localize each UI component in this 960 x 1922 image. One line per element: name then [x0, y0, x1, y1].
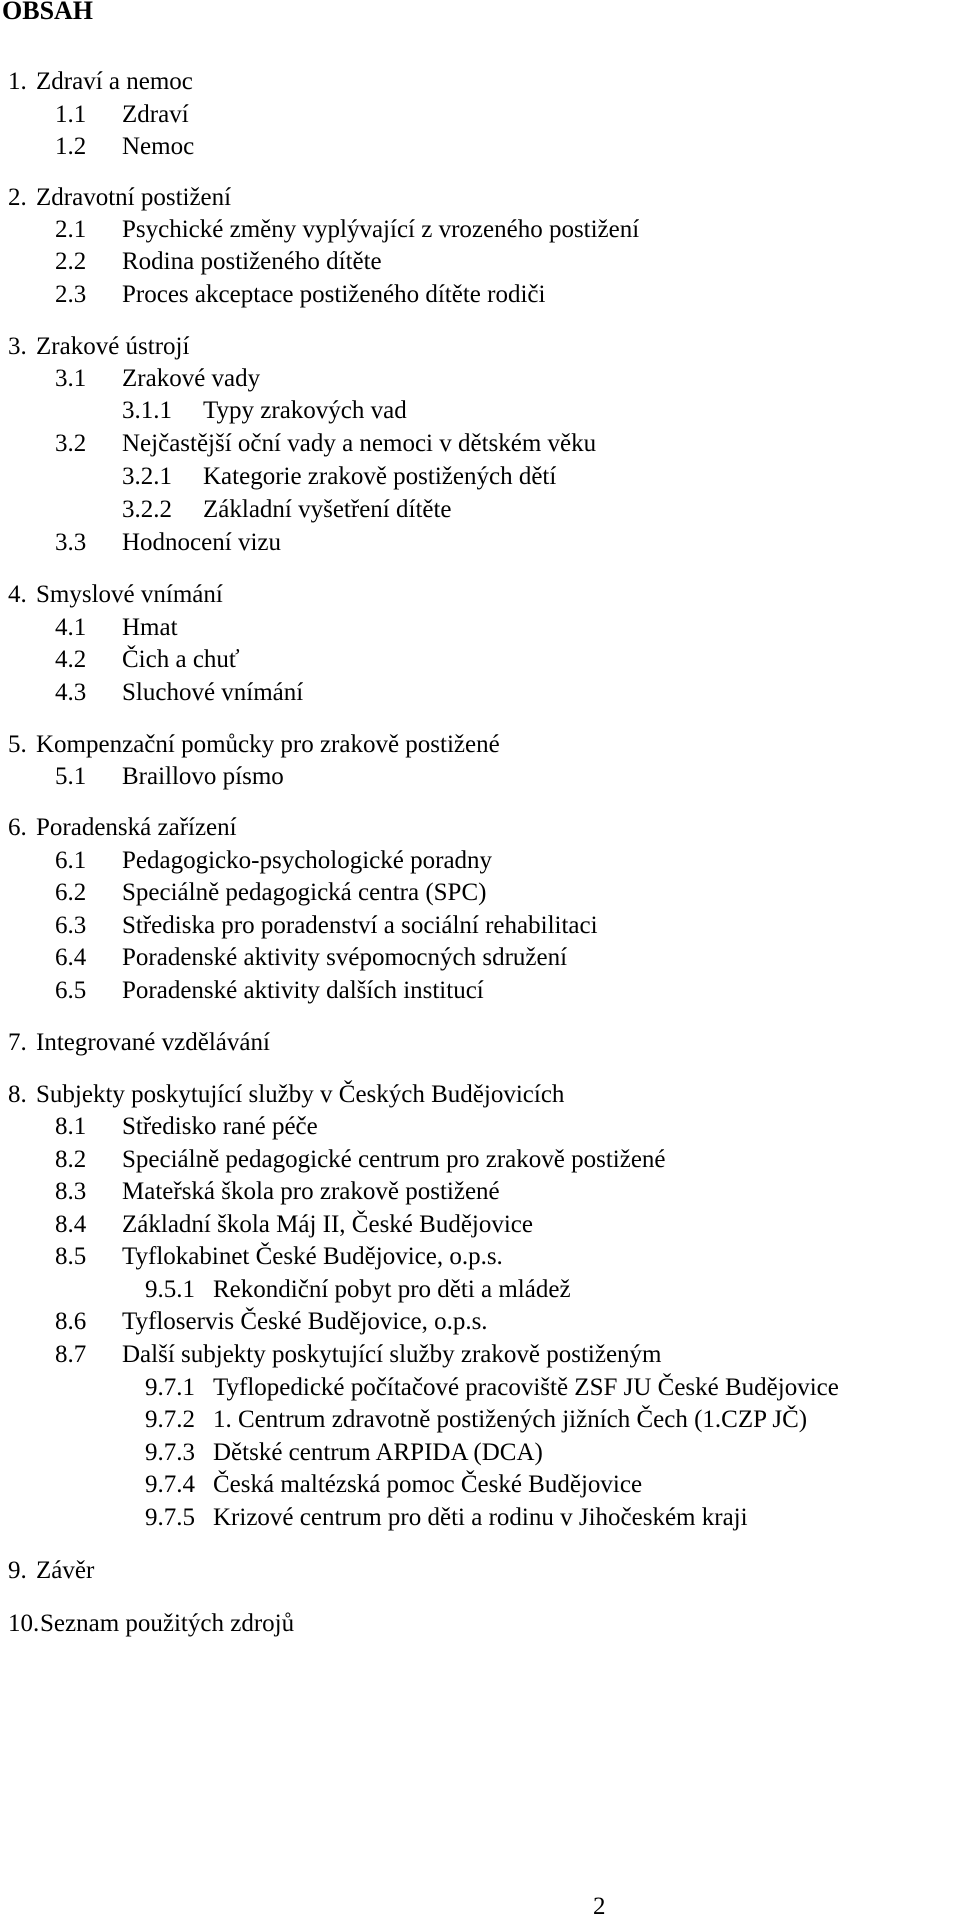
toc-entry-number: 8.7: [55, 1341, 87, 1368]
toc-entry-label: Další subjekty poskytující služby zrakově postiženým: [122, 1341, 662, 1368]
toc-entry-number: 3.3: [55, 529, 87, 556]
toc-entry-label: Rekondiční pobyt pro děti a mládež: [213, 1276, 571, 1303]
toc-entry-label: Zdraví: [122, 101, 189, 128]
toc-entry-label: Poradenské aktivity dalších institucí: [122, 977, 484, 1004]
toc-entry-label: Zdraví a nemoc: [36, 68, 193, 95]
toc-entry-label: Dětské centrum ARPIDA (DCA): [213, 1439, 543, 1466]
toc-entry-label: Tyflokabinet České Budějovice, o.p.s.: [122, 1243, 503, 1270]
toc-entry-number: 9.7.4: [145, 1471, 195, 1498]
toc-entry-number: 3.2: [55, 430, 87, 457]
toc-entry-number: 4.3: [55, 679, 87, 706]
toc-entry-label: Subjekty poskytující služby v Českých Budějovicích: [36, 1081, 565, 1108]
toc-entry-label: Braillovo písmo: [122, 763, 284, 790]
toc-entry-number: 3.: [8, 333, 27, 360]
toc-entry-label: Nemoc: [122, 133, 195, 160]
toc-entry-label: Pedagogicko-psychologické poradny: [122, 847, 493, 874]
toc-entry-number: 9.7.3: [145, 1439, 195, 1466]
toc-entry-label: Proces akceptace postiženého dítěte rodiči: [122, 281, 546, 308]
toc-entry-label: Zrakové vady: [122, 365, 261, 392]
toc-entry-number: 8.6: [55, 1308, 87, 1335]
page-title: OBSAH: [2, 0, 94, 25]
toc-entry-number: 8.3: [55, 1178, 87, 1205]
toc-entry-number: 7.: [8, 1029, 27, 1056]
toc-entry-label: 1. Centrum zdravotně postižených jižních Čech (1.CZP JČ): [213, 1406, 808, 1433]
toc-entry-number: 6.1: [55, 847, 87, 874]
toc-entry-label: Základní vyšetření dítěte: [203, 496, 452, 523]
toc-entry-label: Seznam použitých zdrojů: [40, 1610, 295, 1637]
toc-entry-number: 4.2: [55, 646, 87, 673]
toc-entry-label: Psychické změny vyplývající z vrozeného postižení: [122, 216, 640, 243]
toc-entry-number: 2.2: [55, 248, 87, 275]
page-number: 2: [593, 1893, 606, 1920]
toc-entry-label: Čich a chuť: [122, 646, 240, 673]
toc-entry-label: Střediska pro poradenství a sociální rehabilitaci: [122, 912, 598, 939]
toc-entry-number: 8.: [8, 1081, 27, 1108]
toc-entry-label: Hmat: [122, 614, 178, 641]
toc-entry-number: 1.: [8, 68, 27, 95]
toc-entry-number: 5.: [8, 731, 27, 758]
toc-entry-number: 4.1: [55, 614, 87, 641]
toc-entry-label: Hodnocení vizu: [122, 529, 281, 556]
toc-entry-label: Smyslové vnímání: [36, 581, 223, 608]
toc-entry-number: 8.2: [55, 1146, 87, 1173]
toc-entry-number: 6.3: [55, 912, 87, 939]
toc-entry-number: 9.: [8, 1557, 27, 1584]
toc-entry-label: Mateřská škola pro zrakově postižené: [122, 1178, 500, 1205]
toc-entry-label: Krizové centrum pro děti a rodinu v Jihočeském kraji: [213, 1504, 748, 1531]
toc-entry-number: 9.7.5: [145, 1504, 195, 1531]
toc-entry-number: 6.4: [55, 944, 87, 971]
toc-entry-label: Sluchové vnímání: [122, 679, 304, 706]
toc-entry-number: 5.1: [55, 763, 87, 790]
toc-entry-number: 9.5.1: [145, 1276, 195, 1303]
toc-entry-number: 3.1.1: [122, 397, 172, 424]
toc-entry-label: Základní škola Máj II, České Budějovice: [122, 1211, 533, 1238]
toc-entry-label: Typy zrakových vad: [203, 397, 407, 424]
toc-entry-label: Integrované vzdělávání: [36, 1029, 270, 1056]
toc-entry-label: Zrakové ústrojí: [36, 333, 190, 360]
toc-entry-label: Tyfloservis České Budějovice, o.p.s.: [122, 1308, 488, 1335]
toc-entry-label: Česká maltézská pomoc České Budějovice: [213, 1471, 643, 1498]
toc-entry-label: Speciálně pedagogická centra (SPC): [122, 879, 487, 906]
toc-entry-number: 1.2: [55, 133, 87, 160]
toc-entry-number: 1.1: [55, 101, 87, 128]
toc-entry-number: 9.7.1: [145, 1374, 195, 1401]
toc-entry-number: 6.2: [55, 879, 87, 906]
toc-entry-number: 10.: [8, 1610, 40, 1637]
toc-entry-label: Středisko rané péče: [122, 1113, 318, 1140]
toc-entry-label: Kategorie zrakově postižených dětí: [203, 463, 557, 490]
toc-entry-number: 2.1: [55, 216, 87, 243]
toc-entry-number: 4.: [8, 581, 27, 608]
toc-entry-label: Poradenské aktivity svépomocných sdružení: [122, 944, 568, 971]
toc-entry-number: 2.3: [55, 281, 87, 308]
toc-entry-label: Závěr: [36, 1557, 95, 1584]
toc-entry-number: 8.4: [55, 1211, 87, 1238]
toc-entry-number: 9.7.2: [145, 1406, 195, 1433]
toc-entry-label: Nejčastější oční vady a nemoci v dětském věku: [122, 430, 597, 457]
toc-entry-number: 8.1: [55, 1113, 87, 1140]
toc-entry-label: Rodina postiženého dítěte: [122, 248, 382, 275]
toc-entry-label: Speciálně pedagogické centrum pro zrakově postižené: [122, 1146, 666, 1173]
toc-entry-number: 3.2.2: [122, 496, 172, 523]
toc-entry-label: Zdravotní postižení: [36, 184, 232, 211]
toc-entry-label: Kompenzační pomůcky pro zrakově postižené: [36, 731, 500, 758]
toc-entry-number: 3.2.1: [122, 463, 172, 490]
toc-entry-number: 6.5: [55, 977, 87, 1004]
toc-entry-number: 3.1: [55, 365, 87, 392]
toc-entry-number: 8.5: [55, 1243, 87, 1270]
toc-entry-label: Tyflopedické počítačové pracoviště ZSF JU České Budějovice: [213, 1374, 839, 1401]
toc-entry-label: Poradenská zařízení: [36, 814, 237, 841]
toc-entry-number: 6.: [8, 814, 27, 841]
toc-entry-number: 2.: [8, 184, 27, 211]
